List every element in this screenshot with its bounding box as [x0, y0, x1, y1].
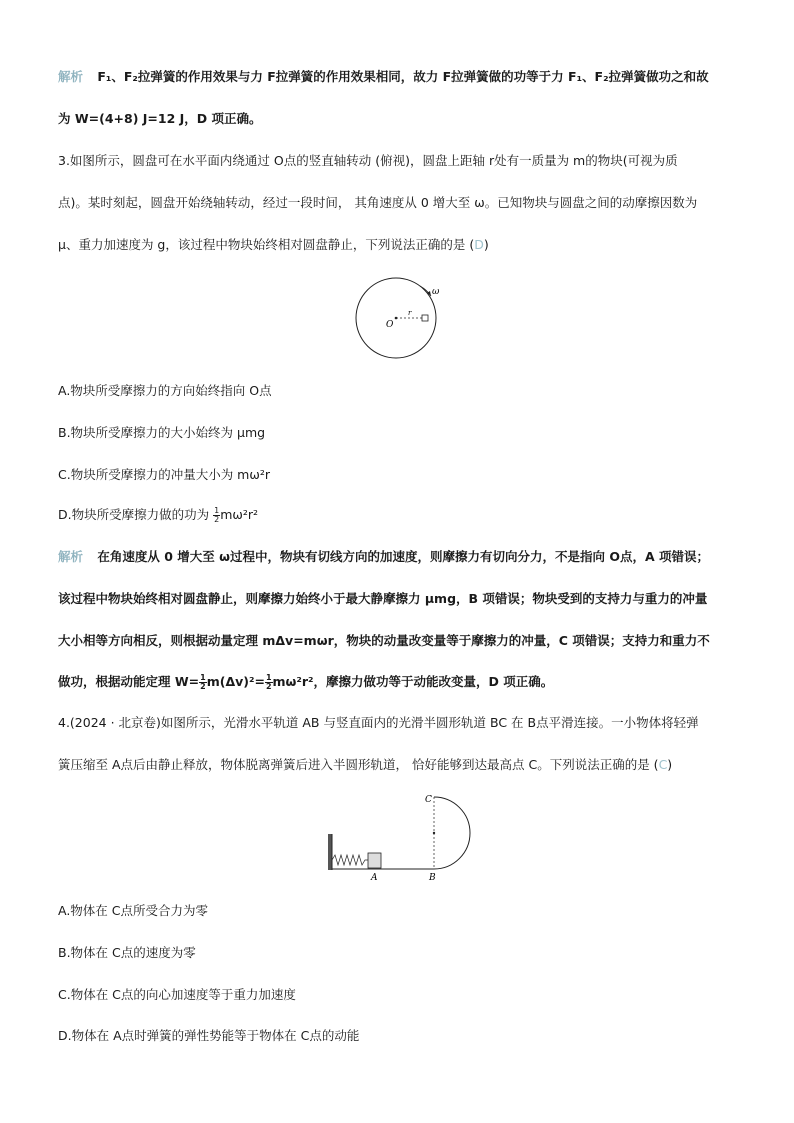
paren-close: ): [483, 237, 489, 252]
option-d-expr: mω²r²: [220, 507, 258, 522]
paren-close: ): [667, 757, 673, 772]
block: [368, 853, 381, 868]
track-figure: [320, 790, 480, 882]
center-point: [433, 832, 435, 834]
analysis-2-line-3: 大小相等方向相反，则根据动量定理 mΔv=mωr，物块的动量改变量等于摩擦力的冲量，C 项错误；支持力和重力不: [58, 633, 710, 648]
analysis-text: F₁、F₂拉弹簧的作用效果与力 F拉弹簧的作用效果相同，故力 F拉弹簧做的功等于力 F₁、F₂拉弹簧做功之和故: [97, 69, 709, 84]
question-4-line-1: 4.(2024 · 北京卷)如图所示，光滑水平轨道 AB 与竖直面内的光滑半圆形轨道 BC 在 B点平滑连接。一小物体将轻弹: [58, 715, 699, 730]
label-A: A: [371, 873, 378, 882]
q3-option-a: A.物块所受摩擦力的方向始终指向 O点: [58, 383, 272, 398]
disk-figure: [350, 276, 450, 360]
analysis-2-line-1: [58, 548, 709, 566]
label-omega: ω: [432, 287, 440, 297]
question-3-line-2: 点)。某时刻起，圆盘开始绕轴转动，经过一段时间， 其角速度从 0 增大至 ω。已知物块与圆盘之间的动摩擦因数为: [58, 195, 698, 210]
semicircle-track: [434, 797, 470, 869]
option-d-text: D.物块所受摩擦力做的功为: [58, 507, 210, 522]
q4-option-d: D.物体在 A点时弹簧的弹性势能等于物体在 C点的动能: [58, 1028, 360, 1043]
q3-option-c: C.物块所受摩擦力的冲量大小为 mω²r: [58, 467, 270, 482]
question-3-line-1: 3.如图所示，圆盘可在水平面内绕通过 O点的竖直轴转动 (俯视)，圆盘上距轴 r处有一质量为 m的物块(可视为质: [58, 153, 678, 168]
q4-option-c: C.物体在 C点的向心加速度等于重力加速度: [58, 987, 296, 1002]
label-O: O: [386, 320, 394, 330]
center-point: [395, 317, 398, 320]
question-3-line-3: [58, 236, 489, 254]
q4-option-a: A.物体在 C点所受合力为零: [58, 903, 209, 918]
q3-option-b: B.物块所受摩擦力的大小始终为 μmg: [58, 425, 266, 440]
analysis-text: 在角速度从 0 增大至 ω过程中，物块有切线方向的加速度，则摩擦力有切向分力，不是指向 O点，A 项错误；: [97, 549, 709, 564]
question-text: μ、重力加速度为 g，该过程中物块始终相对圆盘静止，下列说法正确的是 (: [58, 237, 475, 252]
spring: [332, 855, 368, 865]
answer-letter: C: [658, 757, 668, 772]
analysis-text: mω²r²，摩擦力做功等于动能改变量，D 项正确。: [272, 674, 554, 689]
analysis-text: 做功，根据动能定理 W=: [58, 674, 200, 689]
analysis-2-line-4: [58, 673, 553, 691]
analysis-text: m(Δv)²=: [206, 674, 265, 689]
fraction-half: [199, 674, 207, 691]
frac-den: 2: [200, 682, 206, 691]
answer-letter: D: [474, 237, 484, 252]
analysis-tag: 解析: [58, 69, 84, 84]
analysis-1-line-1: [58, 68, 709, 86]
block: [422, 315, 428, 321]
fraction-half: [265, 674, 273, 691]
question-4-line-2: [58, 756, 672, 774]
analysis-2-line-2: 该过程中物块始终相对圆盘静止，则摩擦力始终小于最大静摩擦力 μmg，B 项错误；物块受到的支持力与重力的冲量: [58, 591, 708, 606]
label-B: B: [429, 873, 436, 882]
q4-option-b: B.物体在 C点的速度为零: [58, 945, 196, 960]
label-C: C: [425, 795, 432, 805]
wall: [328, 834, 332, 870]
question-text: 簧压缩至 A点后由静止释放，物体脱离弹簧后进入半圆形轨道， 恰好能够到达最高点 C。下列说法正确的是 (: [58, 757, 659, 772]
analysis-1-line-2: 为 W=(4+8) J=12 J，D 项正确。: [58, 111, 262, 126]
label-r: r: [408, 309, 412, 317]
frac-den: 2: [265, 682, 272, 691]
frac-den: 2: [214, 515, 220, 524]
q3-option-d: [58, 506, 258, 524]
analysis-tag: 解析: [58, 549, 84, 564]
frac-num: 1: [265, 673, 272, 682]
frac-num: 1: [214, 506, 220, 515]
frac-num: 1: [200, 673, 206, 682]
